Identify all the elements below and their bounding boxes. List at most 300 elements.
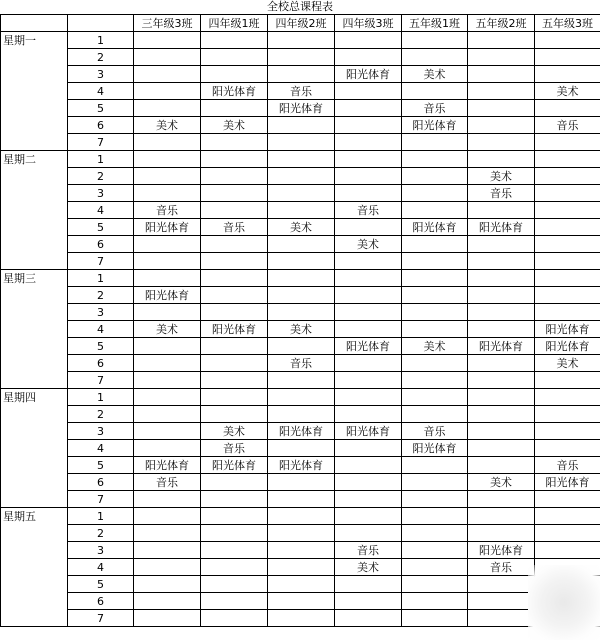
lesson-cell[interactable]	[402, 151, 468, 168]
lesson-cell[interactable]	[468, 100, 535, 117]
lesson-cell[interactable]	[201, 185, 268, 202]
lesson-cell[interactable]	[335, 185, 402, 202]
lesson-cell[interactable]: 音乐	[468, 559, 535, 576]
period-number[interactable]: 6	[68, 474, 134, 491]
day-cell[interactable]	[1, 66, 68, 83]
lesson-cell[interactable]: 美术	[402, 338, 468, 355]
lesson-cell[interactable]	[201, 304, 268, 321]
lesson-cell[interactable]: 阳光体育	[201, 457, 268, 474]
class-header[interactable]: 五年级3班	[535, 15, 600, 32]
lesson-cell[interactable]	[201, 559, 268, 576]
lesson-cell[interactable]	[268, 474, 335, 491]
day-cell[interactable]	[1, 168, 68, 185]
period-number[interactable]: 4	[68, 83, 134, 100]
lesson-cell[interactable]	[535, 219, 600, 236]
lesson-cell[interactable]	[134, 491, 201, 508]
period-number[interactable]: 2	[68, 406, 134, 423]
lesson-cell[interactable]: 音乐	[535, 457, 600, 474]
lesson-cell[interactable]: 音乐	[402, 423, 468, 440]
lesson-cell[interactable]	[134, 253, 201, 270]
lesson-cell[interactable]	[134, 440, 201, 457]
class-header[interactable]: 五年级1班	[402, 15, 468, 32]
lesson-cell[interactable]	[335, 491, 402, 508]
lesson-cell[interactable]	[468, 236, 535, 253]
lesson-cell[interactable]	[201, 542, 268, 559]
lesson-cell[interactable]	[468, 270, 535, 287]
lesson-cell[interactable]: 美术	[134, 117, 201, 134]
lesson-cell[interactable]	[201, 270, 268, 287]
lesson-cell[interactable]	[268, 440, 335, 457]
lesson-cell[interactable]	[335, 474, 402, 491]
lesson-cell[interactable]: 美术	[535, 83, 600, 100]
day-cell[interactable]	[1, 372, 68, 389]
lesson-cell[interactable]	[335, 576, 402, 593]
lesson-cell[interactable]	[134, 83, 201, 100]
lesson-cell[interactable]	[335, 372, 402, 389]
lesson-cell[interactable]	[468, 202, 535, 219]
lesson-cell[interactable]	[268, 576, 335, 593]
lesson-cell[interactable]	[535, 168, 600, 185]
lesson-cell[interactable]	[468, 610, 535, 627]
period-number[interactable]: 1	[68, 151, 134, 168]
lesson-cell[interactable]	[402, 168, 468, 185]
lesson-cell[interactable]	[134, 542, 201, 559]
lesson-cell[interactable]	[535, 287, 600, 304]
lesson-cell[interactable]	[468, 66, 535, 83]
day-cell[interactable]	[1, 491, 68, 508]
lesson-cell[interactable]	[201, 593, 268, 610]
lesson-cell[interactable]	[468, 491, 535, 508]
lesson-cell[interactable]	[268, 49, 335, 66]
lesson-cell[interactable]	[402, 372, 468, 389]
lesson-cell[interactable]	[201, 491, 268, 508]
lesson-cell[interactable]	[335, 32, 402, 49]
day-cell[interactable]	[1, 253, 68, 270]
lesson-cell[interactable]	[468, 355, 535, 372]
day-label[interactable]: 星期四	[1, 389, 68, 406]
lesson-cell[interactable]: 音乐	[335, 202, 402, 219]
lesson-cell[interactable]	[268, 542, 335, 559]
lesson-cell[interactable]: 阳光体育	[268, 100, 335, 117]
lesson-cell[interactable]	[402, 49, 468, 66]
lesson-cell[interactable]	[201, 49, 268, 66]
lesson-cell[interactable]: 阳光体育	[468, 219, 535, 236]
lesson-cell[interactable]	[335, 406, 402, 423]
lesson-cell[interactable]	[335, 457, 402, 474]
lesson-cell[interactable]: 美术	[201, 423, 268, 440]
period-number[interactable]: 3	[68, 542, 134, 559]
period-number[interactable]: 6	[68, 355, 134, 372]
lesson-cell[interactable]	[134, 100, 201, 117]
lesson-cell[interactable]	[402, 491, 468, 508]
day-cell[interactable]	[1, 525, 68, 542]
lesson-cell[interactable]: 美术	[134, 321, 201, 338]
period-number[interactable]: 6	[68, 593, 134, 610]
day-cell[interactable]	[1, 559, 68, 576]
class-header[interactable]: 三年级3班	[134, 15, 201, 32]
lesson-cell[interactable]	[402, 610, 468, 627]
day-cell[interactable]	[1, 474, 68, 491]
lesson-cell[interactable]	[134, 66, 201, 83]
lesson-cell[interactable]	[535, 542, 600, 559]
day-label[interactable]: 星期五	[1, 508, 68, 525]
period-number[interactable]: 5	[68, 457, 134, 474]
lesson-cell[interactable]	[402, 202, 468, 219]
class-header[interactable]: 四年级1班	[201, 15, 268, 32]
lesson-cell[interactable]	[335, 321, 402, 338]
lesson-cell[interactable]	[535, 151, 600, 168]
lesson-cell[interactable]	[335, 304, 402, 321]
lesson-cell[interactable]	[468, 253, 535, 270]
lesson-cell[interactable]	[201, 355, 268, 372]
lesson-cell[interactable]: 音乐	[268, 83, 335, 100]
lesson-cell[interactable]	[402, 83, 468, 100]
lesson-cell[interactable]: 美术	[268, 321, 335, 338]
lesson-cell[interactable]: 阳光体育	[335, 423, 402, 440]
lesson-cell[interactable]	[201, 66, 268, 83]
day-cell[interactable]	[1, 219, 68, 236]
lesson-cell[interactable]	[201, 406, 268, 423]
period-number[interactable]: 5	[68, 100, 134, 117]
lesson-cell[interactable]	[134, 32, 201, 49]
lesson-cell[interactable]	[468, 406, 535, 423]
period-number[interactable]: 2	[68, 168, 134, 185]
lesson-cell[interactable]	[535, 423, 600, 440]
lesson-cell[interactable]	[335, 151, 402, 168]
lesson-cell[interactable]	[402, 525, 468, 542]
lesson-cell[interactable]	[335, 49, 402, 66]
lesson-cell[interactable]	[402, 542, 468, 559]
lesson-cell[interactable]: 阳光体育	[535, 321, 600, 338]
lesson-cell[interactable]	[468, 304, 535, 321]
lesson-cell[interactable]	[134, 236, 201, 253]
period-number[interactable]: 4	[68, 321, 134, 338]
lesson-cell[interactable]	[535, 49, 600, 66]
period-number[interactable]: 7	[68, 134, 134, 151]
lesson-cell[interactable]	[335, 253, 402, 270]
lesson-cell[interactable]	[468, 372, 535, 389]
lesson-cell[interactable]	[402, 355, 468, 372]
period-number[interactable]: 6	[68, 236, 134, 253]
period-number[interactable]: 2	[68, 49, 134, 66]
lesson-cell[interactable]	[468, 321, 535, 338]
lesson-cell[interactable]	[468, 117, 535, 134]
lesson-cell[interactable]	[134, 49, 201, 66]
lesson-cell[interactable]: 阳光体育	[134, 287, 201, 304]
lesson-cell[interactable]	[335, 134, 402, 151]
lesson-cell[interactable]	[201, 389, 268, 406]
period-number[interactable]: 7	[68, 253, 134, 270]
lesson-cell[interactable]	[468, 576, 535, 593]
lesson-cell[interactable]	[268, 406, 335, 423]
lesson-cell[interactable]	[268, 610, 335, 627]
lesson-cell[interactable]	[468, 593, 535, 610]
lesson-cell[interactable]	[402, 559, 468, 576]
period-number[interactable]: 5	[68, 576, 134, 593]
day-cell[interactable]	[1, 593, 68, 610]
lesson-cell[interactable]	[402, 508, 468, 525]
lesson-cell[interactable]	[402, 576, 468, 593]
day-cell[interactable]	[1, 117, 68, 134]
day-cell[interactable]	[1, 236, 68, 253]
lesson-cell[interactable]	[335, 219, 402, 236]
lesson-cell[interactable]	[134, 559, 201, 576]
lesson-cell[interactable]: 阳光体育	[402, 440, 468, 457]
day-cell[interactable]	[1, 83, 68, 100]
lesson-cell[interactable]	[535, 66, 600, 83]
lesson-cell[interactable]	[268, 236, 335, 253]
lesson-cell[interactable]	[201, 287, 268, 304]
day-cell[interactable]	[1, 423, 68, 440]
class-header[interactable]: 五年级2班	[468, 15, 535, 32]
lesson-cell[interactable]: 阳光体育	[268, 457, 335, 474]
lesson-cell[interactable]	[335, 508, 402, 525]
lesson-cell[interactable]	[335, 440, 402, 457]
lesson-cell[interactable]	[134, 270, 201, 287]
lesson-cell[interactable]	[468, 525, 535, 542]
day-cell[interactable]	[1, 542, 68, 559]
lesson-cell[interactable]	[134, 338, 201, 355]
day-cell[interactable]	[1, 134, 68, 151]
lesson-cell[interactable]	[335, 593, 402, 610]
lesson-cell[interactable]: 阳光体育	[201, 321, 268, 338]
lesson-cell[interactable]	[268, 151, 335, 168]
lesson-cell[interactable]: 阳光体育	[201, 83, 268, 100]
lesson-cell[interactable]	[268, 372, 335, 389]
lesson-cell[interactable]	[535, 440, 600, 457]
lesson-cell[interactable]	[468, 423, 535, 440]
period-number[interactable]: 3	[68, 66, 134, 83]
lesson-cell[interactable]	[201, 32, 268, 49]
lesson-cell[interactable]: 美术	[201, 117, 268, 134]
lesson-cell[interactable]: 音乐	[201, 219, 268, 236]
lesson-cell[interactable]	[535, 304, 600, 321]
lesson-cell[interactable]	[335, 355, 402, 372]
day-cell[interactable]	[1, 610, 68, 627]
lesson-cell[interactable]	[535, 406, 600, 423]
lesson-cell[interactable]	[134, 134, 201, 151]
lesson-cell[interactable]: 音乐	[134, 474, 201, 491]
lesson-cell[interactable]: 阳光体育	[134, 219, 201, 236]
lesson-cell[interactable]	[402, 389, 468, 406]
lesson-cell[interactable]	[201, 525, 268, 542]
lesson-cell[interactable]: 阳光体育	[468, 338, 535, 355]
lesson-cell[interactable]	[268, 338, 335, 355]
lesson-cell[interactable]	[268, 525, 335, 542]
lesson-cell[interactable]: 美术	[468, 168, 535, 185]
lesson-cell[interactable]	[468, 508, 535, 525]
lesson-cell[interactable]	[335, 83, 402, 100]
lesson-cell[interactable]	[134, 406, 201, 423]
period-number[interactable]: 1	[68, 389, 134, 406]
lesson-cell[interactable]	[268, 117, 335, 134]
lesson-cell[interactable]	[335, 270, 402, 287]
lesson-cell[interactable]	[134, 151, 201, 168]
lesson-cell[interactable]: 阳光体育	[268, 423, 335, 440]
lesson-cell[interactable]	[468, 83, 535, 100]
lesson-cell[interactable]	[134, 355, 201, 372]
lesson-cell[interactable]	[201, 508, 268, 525]
lesson-cell[interactable]	[535, 491, 600, 508]
day-cell[interactable]	[1, 287, 68, 304]
day-cell[interactable]	[1, 304, 68, 321]
period-number[interactable]: 4	[68, 202, 134, 219]
lesson-cell[interactable]	[201, 338, 268, 355]
period-number[interactable]: 7	[68, 491, 134, 508]
lesson-cell[interactable]	[535, 202, 600, 219]
lesson-cell[interactable]	[201, 372, 268, 389]
lesson-cell[interactable]	[402, 270, 468, 287]
lesson-cell[interactable]	[201, 576, 268, 593]
lesson-cell[interactable]	[201, 100, 268, 117]
lesson-cell[interactable]	[201, 151, 268, 168]
lesson-cell[interactable]: 音乐	[268, 355, 335, 372]
period-number[interactable]: 7	[68, 610, 134, 627]
lesson-cell[interactable]	[201, 202, 268, 219]
day-cell[interactable]	[1, 440, 68, 457]
lesson-cell[interactable]: 阳光体育	[335, 338, 402, 355]
day-cell[interactable]	[1, 576, 68, 593]
day-label[interactable]: 星期三	[1, 270, 68, 287]
lesson-cell[interactable]: 音乐	[402, 100, 468, 117]
lesson-cell[interactable]	[468, 440, 535, 457]
lesson-cell[interactable]	[335, 168, 402, 185]
lesson-cell[interactable]: 美术	[468, 474, 535, 491]
lesson-cell[interactable]: 阳光体育	[535, 474, 600, 491]
lesson-cell[interactable]	[335, 100, 402, 117]
lesson-cell[interactable]: 美术	[402, 66, 468, 83]
class-header[interactable]: 四年级2班	[268, 15, 335, 32]
day-cell[interactable]	[1, 355, 68, 372]
class-header[interactable]: 四年级3班	[335, 15, 402, 32]
lesson-cell[interactable]	[268, 389, 335, 406]
lesson-cell[interactable]: 美术	[335, 559, 402, 576]
lesson-cell[interactable]	[535, 525, 600, 542]
lesson-cell[interactable]	[335, 525, 402, 542]
lesson-cell[interactable]	[134, 389, 201, 406]
lesson-cell[interactable]	[535, 508, 600, 525]
lesson-cell[interactable]	[468, 32, 535, 49]
lesson-cell[interactable]	[468, 389, 535, 406]
day-cell[interactable]	[1, 457, 68, 474]
period-number[interactable]: 4	[68, 559, 134, 576]
day-cell[interactable]	[1, 49, 68, 66]
day-cell[interactable]	[1, 321, 68, 338]
lesson-cell[interactable]	[201, 474, 268, 491]
lesson-cell[interactable]	[402, 406, 468, 423]
lesson-cell[interactable]	[535, 100, 600, 117]
lesson-cell[interactable]: 阳光体育	[134, 457, 201, 474]
lesson-cell[interactable]: 美术	[335, 236, 402, 253]
lesson-cell[interactable]	[268, 202, 335, 219]
lesson-cell[interactable]	[535, 236, 600, 253]
period-number[interactable]: 1	[68, 508, 134, 525]
lesson-cell[interactable]	[268, 32, 335, 49]
lesson-cell[interactable]	[201, 134, 268, 151]
period-number[interactable]: 2	[68, 287, 134, 304]
day-cell[interactable]	[1, 406, 68, 423]
lesson-cell[interactable]	[201, 168, 268, 185]
lesson-cell[interactable]	[134, 593, 201, 610]
day-cell[interactable]	[1, 185, 68, 202]
lesson-cell[interactable]	[402, 32, 468, 49]
lesson-cell[interactable]	[134, 508, 201, 525]
period-number[interactable]: 1	[68, 270, 134, 287]
lesson-cell[interactable]	[268, 304, 335, 321]
lesson-cell[interactable]	[134, 372, 201, 389]
lesson-cell[interactable]	[402, 134, 468, 151]
lesson-cell[interactable]	[201, 253, 268, 270]
lesson-cell[interactable]	[335, 610, 402, 627]
lesson-cell[interactable]	[268, 168, 335, 185]
period-number[interactable]: 5	[68, 338, 134, 355]
lesson-cell[interactable]	[268, 185, 335, 202]
lesson-cell[interactable]	[468, 134, 535, 151]
lesson-cell[interactable]	[268, 270, 335, 287]
lesson-cell[interactable]	[468, 151, 535, 168]
day-label[interactable]: 星期一	[1, 32, 68, 49]
lesson-cell[interactable]	[201, 236, 268, 253]
lesson-cell[interactable]	[134, 423, 201, 440]
day-label[interactable]: 星期二	[1, 151, 68, 168]
lesson-cell[interactable]	[268, 134, 335, 151]
lesson-cell[interactable]	[535, 270, 600, 287]
lesson-cell[interactable]	[468, 287, 535, 304]
lesson-cell[interactable]	[402, 321, 468, 338]
lesson-cell[interactable]	[468, 457, 535, 474]
lesson-cell[interactable]: 音乐	[335, 542, 402, 559]
period-number[interactable]: 6	[68, 117, 134, 134]
lesson-cell[interactable]	[335, 117, 402, 134]
day-cell[interactable]	[1, 100, 68, 117]
lesson-cell[interactable]	[402, 474, 468, 491]
lesson-cell[interactable]: 音乐	[134, 202, 201, 219]
lesson-cell[interactable]	[134, 576, 201, 593]
lesson-cell[interactable]	[268, 508, 335, 525]
lesson-cell[interactable]	[402, 457, 468, 474]
lesson-cell[interactable]: 美术	[535, 355, 600, 372]
lesson-cell[interactable]	[335, 287, 402, 304]
period-number[interactable]: 3	[68, 304, 134, 321]
day-cell[interactable]	[1, 202, 68, 219]
lesson-cell[interactable]: 音乐	[535, 117, 600, 134]
lesson-cell[interactable]	[134, 168, 201, 185]
lesson-cell[interactable]	[402, 185, 468, 202]
lesson-cell[interactable]: 阳光体育	[402, 117, 468, 134]
lesson-cell[interactable]	[335, 389, 402, 406]
lesson-cell[interactable]	[268, 66, 335, 83]
period-number[interactable]: 7	[68, 372, 134, 389]
lesson-cell[interactable]	[468, 49, 535, 66]
lesson-cell[interactable]	[535, 185, 600, 202]
period-number[interactable]: 5	[68, 219, 134, 236]
period-number[interactable]: 3	[68, 185, 134, 202]
lesson-cell[interactable]: 阳光体育	[535, 338, 600, 355]
day-cell[interactable]	[1, 338, 68, 355]
lesson-cell[interactable]	[535, 253, 600, 270]
lesson-cell[interactable]	[535, 134, 600, 151]
period-number[interactable]: 1	[68, 32, 134, 49]
lesson-cell[interactable]	[268, 593, 335, 610]
lesson-cell[interactable]: 阳光体育	[468, 542, 535, 559]
lesson-cell[interactable]	[535, 372, 600, 389]
lesson-cell[interactable]: 阳光体育	[402, 219, 468, 236]
lesson-cell[interactable]	[134, 610, 201, 627]
lesson-cell[interactable]: 音乐	[468, 185, 535, 202]
lesson-cell[interactable]	[134, 185, 201, 202]
lesson-cell[interactable]	[201, 610, 268, 627]
lesson-cell[interactable]	[402, 593, 468, 610]
